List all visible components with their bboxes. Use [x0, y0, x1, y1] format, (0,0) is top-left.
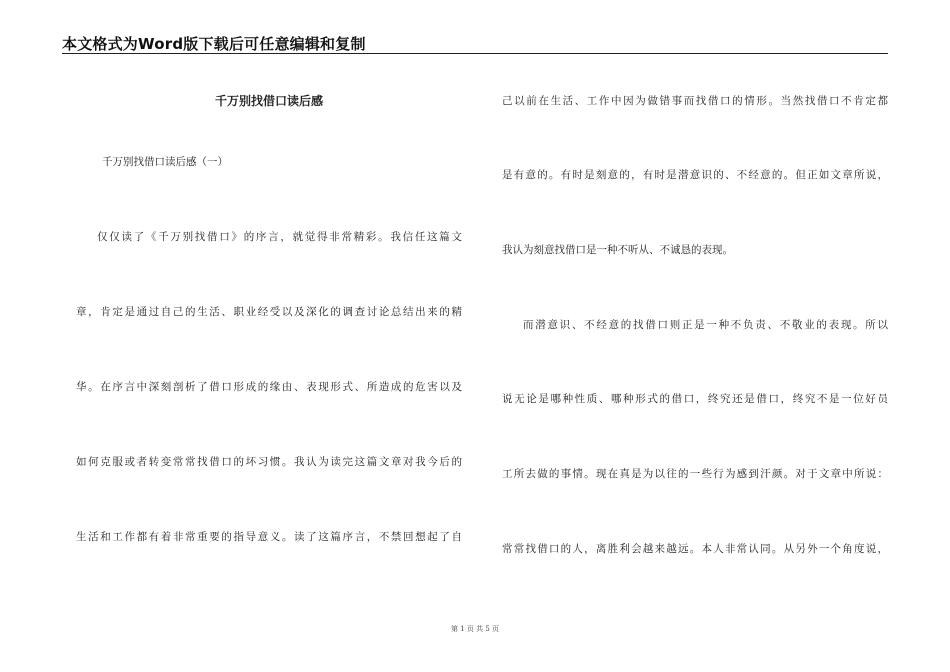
section-subtitle: 千万别找借口读后感（一） — [102, 156, 228, 168]
body-line: 说无论是哪种性质、哪种形式的借口，终究还是借口，终究不是一位好员 — [502, 393, 888, 405]
header-divider — [62, 53, 888, 54]
body-line: 而潜意识、不经意的找借口则正是一种不负责、不敬业的表现。所以 — [523, 319, 888, 331]
body-line: 仅仅读了《千万别找借口》的序言，就觉得非常精彩。我信任这篇文 — [97, 231, 462, 243]
body-line: 己以前在生活、工作中因为做错事而找借口的情形。当然找借口不肯定都 — [502, 95, 888, 107]
body-line: 如何克服或者转变常常找借口的坏习惯。我认为读完这篇文章对我今后的 — [76, 456, 462, 468]
body-line: 常常找借口的人，离胜利会越来越远。本人非常认同。从另外一个角度说， — [502, 543, 888, 555]
body-line: 工所去做的事情。现在真是为以往的一些行为感到汗颜。对于文章中所说： — [502, 468, 888, 480]
body-line: 华。在序言中深刻剖析了借口形成的缘由、表现形式、所造成的危害以及 — [76, 381, 462, 393]
body-line: 章，肯定是通过自己的生活、职业经受以及深化的调查讨论总结出来的精 — [76, 306, 462, 318]
page-number: 第 1 页 共 5 页 — [450, 625, 500, 633]
header-banner: 本文格式为Word版下载后可任意编辑和复制 — [62, 35, 366, 53]
document-title: 千万别找借口读后感 — [214, 94, 323, 108]
body-line: 是有意的。有时是刻意的，有时是潜意识的、不经意的。但正如文章所说， — [502, 169, 888, 181]
body-line: 我认为刻意找借口是一种不听从、不诚恳的表现。 — [502, 244, 733, 256]
body-line: 生活和工作都有着非常重要的指导意义。读了这篇序言，不禁回想起了自 — [76, 531, 462, 543]
